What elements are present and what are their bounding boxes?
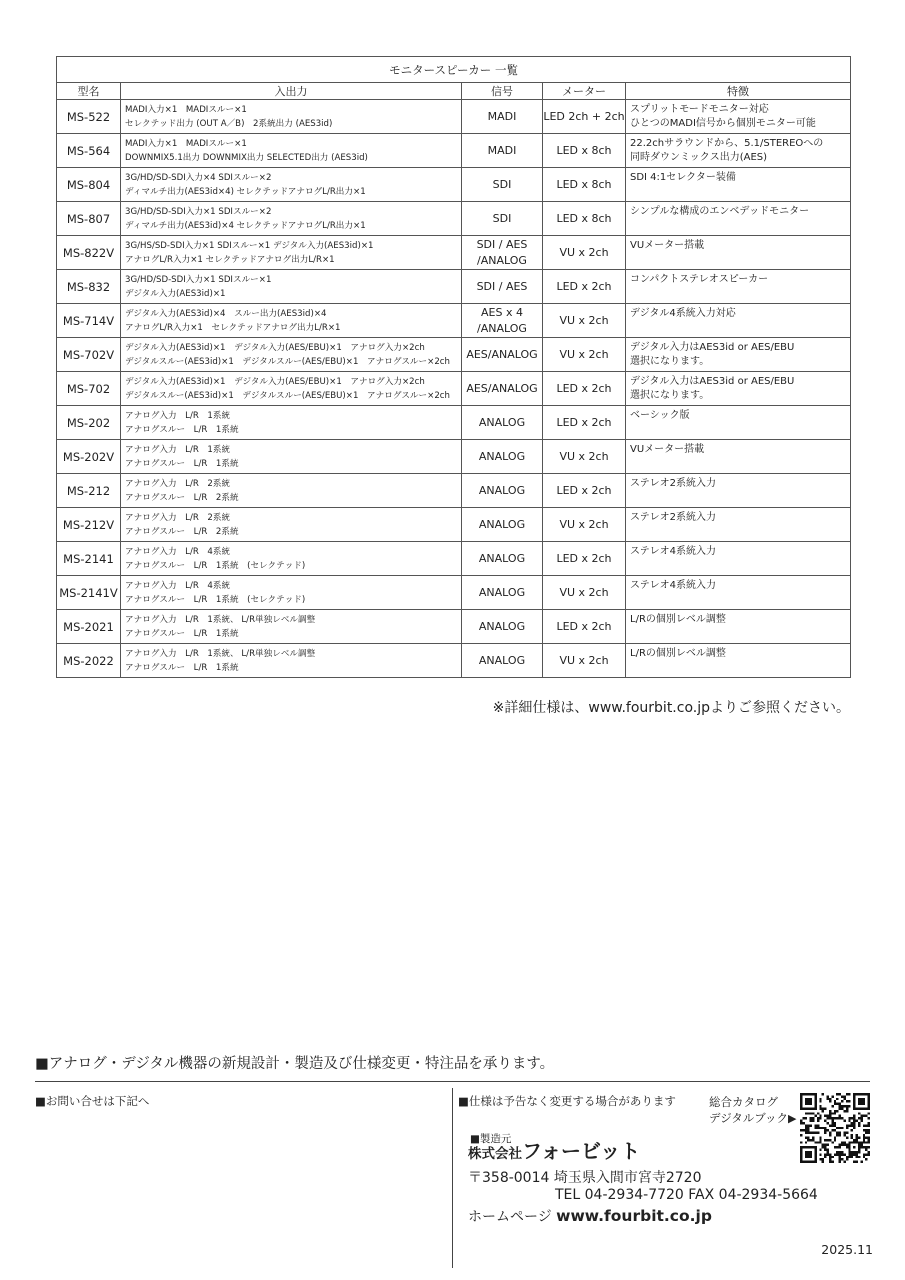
table-row bbox=[57, 542, 851, 576]
meter-cell: VU x 2ch bbox=[543, 644, 626, 678]
header-meter: メーター bbox=[543, 83, 626, 100]
feature-cell bbox=[626, 236, 851, 270]
io-cell bbox=[121, 440, 462, 474]
signal-cell bbox=[462, 406, 543, 440]
signal-line: SDI bbox=[492, 177, 512, 191]
feature-line: 22.2chサラウンドから、5.1/STEREOへの bbox=[630, 138, 824, 149]
io-cell bbox=[121, 474, 462, 508]
feature-line: SDI 4:1セレクター装備 bbox=[630, 172, 736, 183]
header-io: 入出力 bbox=[121, 83, 462, 100]
io-cell bbox=[121, 100, 462, 134]
model-cell: MS-832 bbox=[57, 270, 121, 304]
feature-line: 選択になります。 bbox=[630, 356, 710, 367]
model-cell: MS-2141 bbox=[57, 542, 121, 576]
meter-cell: VU x 2ch bbox=[543, 304, 626, 338]
model-cell: MS-714V bbox=[57, 304, 121, 338]
io-line: 3G/HD/SD-SDI入力×1 SDIスルー×2 bbox=[125, 206, 272, 217]
signal-cell bbox=[462, 610, 543, 644]
io-cell bbox=[121, 236, 462, 270]
signal-cell bbox=[462, 474, 543, 508]
io-cell bbox=[121, 338, 462, 372]
model-cell: MS-202 bbox=[57, 406, 121, 440]
meter-cell: VU x 2ch bbox=[543, 508, 626, 542]
feature-cell bbox=[626, 440, 851, 474]
issue-date: 2025.11 bbox=[821, 1242, 873, 1257]
io-line: アナログ入力 L/R 1系統、 L/R単独レベル調整 bbox=[125, 648, 316, 659]
feature-cell bbox=[626, 304, 851, 338]
io-line: アナログ入力 L/R 4系統 bbox=[125, 580, 231, 591]
signal-line: ANALOG bbox=[478, 653, 526, 667]
feature-cell bbox=[626, 338, 851, 372]
catalog-line1: 総合カタログ bbox=[709, 1095, 778, 1109]
io-line: 3G/HD/SD-SDI入力×4 SDIスルー×2 bbox=[125, 172, 272, 183]
model-cell: MS-212 bbox=[57, 474, 121, 508]
company-tel-fax: TEL 04-2934-7720 FAX 04-2934-5664 bbox=[555, 1187, 818, 1203]
feature-line: 選択になります。 bbox=[630, 390, 710, 401]
signal-line: MADI bbox=[487, 143, 517, 157]
signal-cell bbox=[462, 270, 543, 304]
model-cell: MS-702V bbox=[57, 338, 121, 372]
header-feature: 特徴 bbox=[626, 83, 851, 100]
catalog-line2: デジタルブック bbox=[709, 1111, 789, 1125]
signal-line: AES/ANALOG bbox=[466, 381, 538, 395]
meter-cell: LED x 2ch bbox=[543, 406, 626, 440]
feature-line: VUメーター搭載 bbox=[630, 240, 705, 251]
io-line: アナログ入力 L/R 4系統 bbox=[125, 546, 231, 557]
model-cell: MS-202V bbox=[57, 440, 121, 474]
signal-cell bbox=[462, 134, 543, 168]
io-line: アナログ入力 L/R 1系統、 L/R単独レベル調整 bbox=[125, 614, 316, 625]
io-line: アナログスルー L/R 1系統 bbox=[125, 424, 239, 435]
table-row bbox=[57, 610, 851, 644]
table-row bbox=[57, 372, 851, 406]
feature-cell bbox=[626, 474, 851, 508]
feature-cell bbox=[626, 406, 851, 440]
io-line: セレクテッド出力 (OUT A／B) 2系統出力 (AES3id) bbox=[125, 118, 333, 129]
feature-line: ステレオ4系統入力 bbox=[630, 580, 716, 591]
signal-line: SDI / AES bbox=[476, 279, 528, 293]
io-cell bbox=[121, 406, 462, 440]
footer-vertical-divider bbox=[452, 1088, 453, 1268]
table-row bbox=[57, 406, 851, 440]
feature-cell bbox=[626, 270, 851, 304]
io-line: アナログ入力 L/R 1系統 bbox=[125, 444, 231, 455]
feature-cell bbox=[626, 542, 851, 576]
qr-code-icon[interactable] bbox=[800, 1093, 870, 1163]
table-row bbox=[57, 168, 851, 202]
io-line: デジタル入力(AES3id)×1 デジタル入力(AES/EBU)×1 アナログ入力×2ch bbox=[125, 342, 425, 353]
io-cell bbox=[121, 270, 462, 304]
header-signal: 信号 bbox=[462, 83, 543, 100]
meter-cell: LED x 8ch bbox=[543, 134, 626, 168]
signal-line: ANALOG bbox=[478, 585, 526, 599]
io-line: アナログスルー L/R 2系統 bbox=[125, 492, 239, 503]
feature-cell bbox=[626, 576, 851, 610]
model-cell: MS-564 bbox=[57, 134, 121, 168]
signal-cell bbox=[462, 338, 543, 372]
table-body bbox=[57, 100, 851, 678]
meter-cell: LED 2ch + 2ch bbox=[543, 100, 626, 134]
footer-divider bbox=[35, 1081, 870, 1082]
signal-line: /ANALOG bbox=[477, 321, 527, 335]
feature-cell bbox=[626, 508, 851, 542]
table-row bbox=[57, 644, 851, 678]
io-cell bbox=[121, 610, 462, 644]
io-line: ディマルチ出力(AES3id)×4 セレクテッドアナログL/R出力×1 bbox=[125, 220, 366, 231]
table-row bbox=[57, 338, 851, 372]
meter-cell: LED x 8ch bbox=[543, 202, 626, 236]
io-cell bbox=[121, 372, 462, 406]
feature-cell bbox=[626, 168, 851, 202]
meter-cell: LED x 8ch bbox=[543, 168, 626, 202]
meter-cell: VU x 2ch bbox=[543, 576, 626, 610]
signal-cell bbox=[462, 576, 543, 610]
io-line: デジタルスルー(AES3id)×1 デジタルスルー(AES/EBU)×1 アナログスルー×2ch bbox=[125, 356, 450, 367]
io-cell bbox=[121, 576, 462, 610]
meter-cell: VU x 2ch bbox=[543, 440, 626, 474]
io-line: アナログスルー L/R 2系統 bbox=[125, 526, 239, 537]
io-line: デジタル入力(AES3id)×4 スルー出力(AES3id)×4 bbox=[125, 308, 327, 319]
table-row bbox=[57, 508, 851, 542]
feature-line: ステレオ4系統入力 bbox=[630, 546, 716, 557]
io-cell bbox=[121, 304, 462, 338]
io-line: MADI入力×1 MADIスルー×1 bbox=[125, 138, 247, 149]
table-row bbox=[57, 100, 851, 134]
detail-spec-note: ※詳細仕様は、www.fourbit.co.jpよりご参照ください。 bbox=[492, 700, 850, 716]
company-name bbox=[468, 1140, 640, 1165]
io-line: アナログL/R入力×1 セレクテッドアナログ出力L/R×1 bbox=[125, 254, 335, 265]
signal-line: /ANALOG bbox=[477, 253, 527, 267]
io-line: デジタル入力(AES3id)×1 bbox=[125, 288, 226, 299]
io-line: 3G/HD/SD-SDI入力×1 SDIスルー×1 bbox=[125, 274, 272, 285]
model-cell: MS-807 bbox=[57, 202, 121, 236]
model-cell: MS-522 bbox=[57, 100, 121, 134]
company-address: 〒358-0014 埼玉県入間市宮寺2720 bbox=[468, 1170, 702, 1186]
feature-line: スプリットモードモニター対応 bbox=[630, 104, 769, 115]
model-cell: MS-2022 bbox=[57, 644, 121, 678]
feature-line: ステレオ2系統入力 bbox=[630, 478, 716, 489]
table-row bbox=[57, 270, 851, 304]
signal-line: MADI bbox=[487, 109, 517, 123]
spec-change-note: ■仕様は予告なく変更する場合があります bbox=[458, 1094, 676, 1108]
homepage-label: ホームページ bbox=[468, 1209, 557, 1225]
io-cell bbox=[121, 644, 462, 678]
catalog-link[interactable] bbox=[709, 1094, 796, 1127]
model-cell: MS-822V bbox=[57, 236, 121, 270]
feature-cell bbox=[626, 100, 851, 134]
meter-cell: LED x 2ch bbox=[543, 610, 626, 644]
signal-cell bbox=[462, 168, 543, 202]
homepage-line bbox=[468, 1206, 712, 1226]
io-line: アナログスルー L/R 1系統 (セレクテッド) bbox=[125, 560, 306, 571]
meter-cell: LED x 2ch bbox=[543, 542, 626, 576]
signal-cell bbox=[462, 202, 543, 236]
io-line: アナログスルー L/R 1系統 bbox=[125, 458, 239, 469]
signal-cell bbox=[462, 440, 543, 474]
model-cell: MS-212V bbox=[57, 508, 121, 542]
model-cell: MS-2141V bbox=[57, 576, 121, 610]
header-model: 型名 bbox=[57, 83, 121, 100]
io-line: アナログスルー L/R 1系統 bbox=[125, 662, 239, 673]
meter-cell: LED x 2ch bbox=[543, 474, 626, 508]
table-title: モニタースピーカー 一覧 bbox=[57, 57, 851, 83]
spec-table bbox=[56, 56, 851, 678]
feature-line: ひとつのMADI信号から個別モニター可能 bbox=[630, 118, 816, 129]
io-line: アナログ入力 L/R 1系統 bbox=[125, 410, 231, 421]
signal-line: ANALOG bbox=[478, 415, 526, 429]
signal-line: ANALOG bbox=[478, 483, 526, 497]
io-line: アナログL/R入力×1 セレクテッドアナログ出力L/R×1 bbox=[125, 322, 341, 333]
feature-line: VUメーター搭載 bbox=[630, 444, 705, 455]
table-row bbox=[57, 236, 851, 270]
model-cell: MS-702 bbox=[57, 372, 121, 406]
signal-cell bbox=[462, 100, 543, 134]
table-row bbox=[57, 440, 851, 474]
table-row bbox=[57, 304, 851, 338]
io-cell bbox=[121, 542, 462, 576]
feature-line: コンパクトステレオスピーカー bbox=[630, 274, 769, 285]
feature-cell bbox=[626, 202, 851, 236]
feature-cell bbox=[626, 610, 851, 644]
signal-cell bbox=[462, 644, 543, 678]
io-line: DOWNMIX5.1出力 DOWNMIX出力 SELECTED出力 (AES3id) bbox=[125, 152, 368, 163]
io-line: MADI入力×1 MADIスルー×1 bbox=[125, 104, 247, 115]
io-line: ディマルチ出力(AES3id×4) セレクテッドアナログL/R出力×1 bbox=[125, 186, 366, 197]
arrow-right-icon: ▶ bbox=[788, 1112, 797, 1125]
signal-cell bbox=[462, 304, 543, 338]
company-main-name: フォービット bbox=[522, 1139, 641, 1163]
io-line: デジタルスルー(AES3id)×1 デジタルスルー(AES/EBU)×1 アナログスルー×2ch bbox=[125, 390, 450, 401]
signal-line: SDI / AES bbox=[476, 237, 528, 251]
feature-cell bbox=[626, 134, 851, 168]
signal-line: ANALOG bbox=[478, 449, 526, 463]
feature-line: デジタル4系統入力対応 bbox=[630, 308, 736, 319]
table-row bbox=[57, 202, 851, 236]
io-cell bbox=[121, 168, 462, 202]
io-cell bbox=[121, 508, 462, 542]
io-line: 3G/HS/SD-SDI入力×1 SDIスルー×1 デジタル入力(AES3id)×1 bbox=[125, 240, 374, 251]
signal-line: SDI bbox=[492, 211, 512, 225]
inquiry-note: ■お問い合せは下記へ bbox=[35, 1094, 150, 1108]
signal-line: ANALOG bbox=[478, 619, 526, 633]
feature-line: デジタル入力はAES3id or AES/EBU bbox=[630, 342, 795, 353]
company-prefix: 株式会社 bbox=[468, 1146, 522, 1162]
feature-cell bbox=[626, 644, 851, 678]
table-row bbox=[57, 474, 851, 508]
signal-cell bbox=[462, 508, 543, 542]
meter-cell: LED x 2ch bbox=[543, 270, 626, 304]
signal-cell bbox=[462, 372, 543, 406]
table-row bbox=[57, 134, 851, 168]
feature-line: 同時ダウンミックス出力(AES) bbox=[630, 152, 768, 163]
io-cell bbox=[121, 134, 462, 168]
signal-cell bbox=[462, 542, 543, 576]
signal-line: ANALOG bbox=[478, 551, 526, 565]
feature-line: L/Rの個別レベル調整 bbox=[630, 614, 726, 625]
meter-cell: LED x 2ch bbox=[543, 372, 626, 406]
io-line: アナログ入力 L/R 2系統 bbox=[125, 478, 231, 489]
io-line: デジタル入力(AES3id)×1 デジタル入力(AES/EBU)×1 アナログ入力×2ch bbox=[125, 376, 425, 387]
meter-cell: VU x 2ch bbox=[543, 338, 626, 372]
feature-line: ステレオ2系統入力 bbox=[630, 512, 716, 523]
table-row bbox=[57, 576, 851, 610]
signal-line: AES x 4 bbox=[481, 305, 523, 319]
signal-cell bbox=[462, 236, 543, 270]
model-cell: MS-804 bbox=[57, 168, 121, 202]
io-line: アナログ入力 L/R 2系統 bbox=[125, 512, 231, 523]
maker-label: ■製造元 bbox=[470, 1133, 512, 1145]
feature-line: L/Rの個別レベル調整 bbox=[630, 648, 726, 659]
signal-line: AES/ANALOG bbox=[466, 347, 538, 361]
model-cell: MS-2021 bbox=[57, 610, 121, 644]
io-line: アナログスルー L/R 1系統 (セレクテッド) bbox=[125, 594, 306, 605]
homepage-link[interactable]: www.fourbit.co.jp bbox=[556, 1207, 712, 1225]
feature-cell bbox=[626, 372, 851, 406]
design-service-notice: ■アナログ・デジタル機器の新規設計・製造及び仕様変更・特注品を承ります。 bbox=[35, 1056, 555, 1072]
feature-line: ベーシック版 bbox=[630, 410, 690, 421]
signal-line: ANALOG bbox=[478, 517, 526, 531]
feature-line: デジタル入力はAES3id or AES/EBU bbox=[630, 376, 795, 387]
io-cell bbox=[121, 202, 462, 236]
meter-cell: VU x 2ch bbox=[543, 236, 626, 270]
feature-line: シンプルな構成のエンベデッドモニター bbox=[630, 206, 810, 217]
io-line: アナログスルー L/R 1系統 bbox=[125, 628, 239, 639]
